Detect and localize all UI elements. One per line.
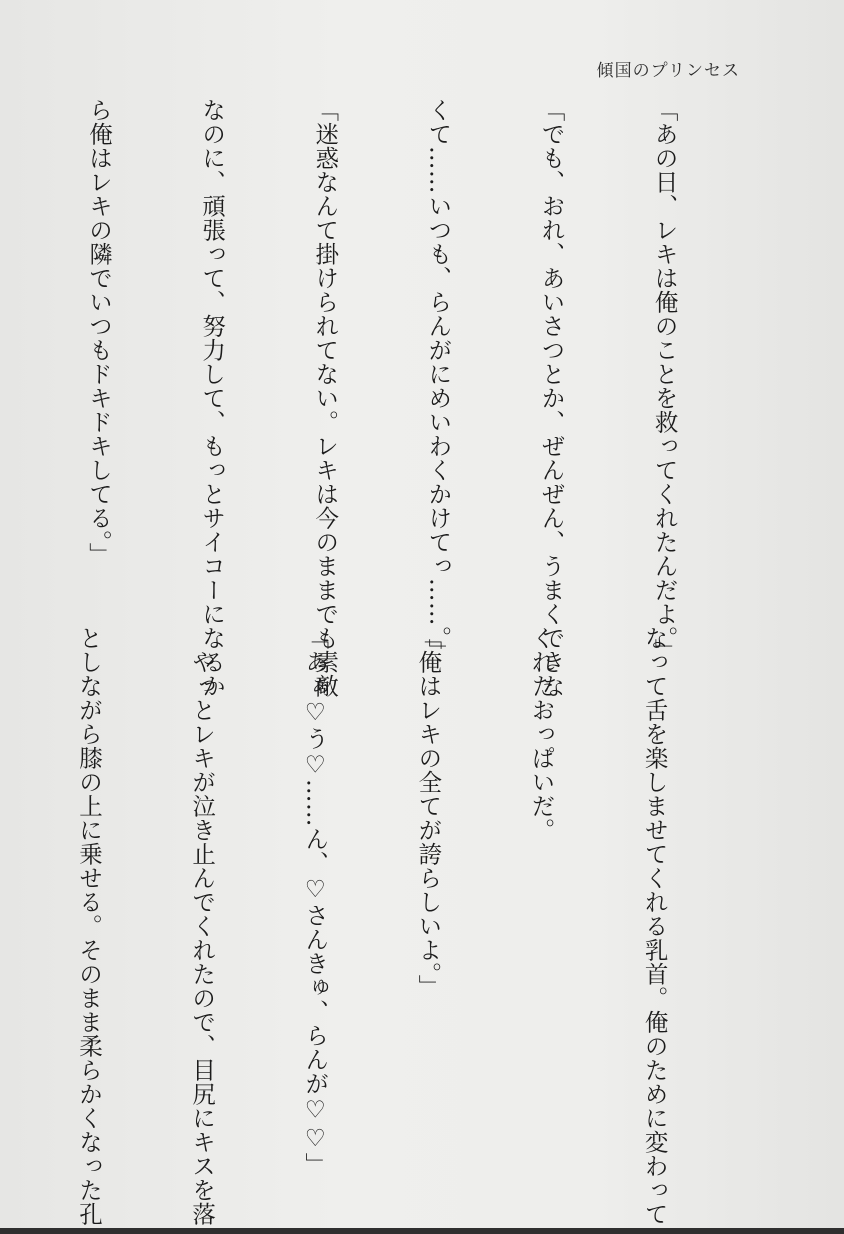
- scan-edge: [0, 1228, 844, 1234]
- text-column: 「あの日、レキは俺のことを救ってくれたんだよ。」: [650, 98, 679, 663]
- text-block-top: [85, 98, 758, 698]
- text-column: 「でも、おれ、あいさつとか、ぜんぜん、うまくできな: [537, 98, 566, 698]
- running-head: 傾国のプリンセス: [596, 61, 740, 81]
- text-column: なって舌を楽しませてくれる乳首。俺のために変わって: [640, 626, 669, 1226]
- text-column: くれたおっぱいだ。: [527, 626, 556, 842]
- text-block-bottom: [75, 626, 748, 1226]
- text-column: やっとレキが泣き止んでくれたので、目尻にキスを落: [188, 626, 217, 1226]
- text-column: 「俺はレキの全てが誇らしいよ。」: [414, 626, 443, 999]
- text-column: [0, 98, 4, 608]
- text-column: ら俺はレキの隣でいつもドキドキしてる。」: [85, 98, 114, 567]
- text-column: なのに、頑張って、努力して、もっとサイコーになるか: [198, 98, 227, 698]
- text-column: くて……いつも、らんがにめいわくかけてっ……。」: [424, 98, 453, 663]
- text-column: 「迷惑なんて掛けられてない。レキは今のままでも素敵: [311, 98, 340, 698]
- text-column: 「あぁ♡う♡……ん、♡さんきゅ、らんが♡♡」: [301, 626, 330, 1177]
- text-column: としながら膝の上に乗せる。そのまま柔らかくなった孔: [75, 626, 104, 1226]
